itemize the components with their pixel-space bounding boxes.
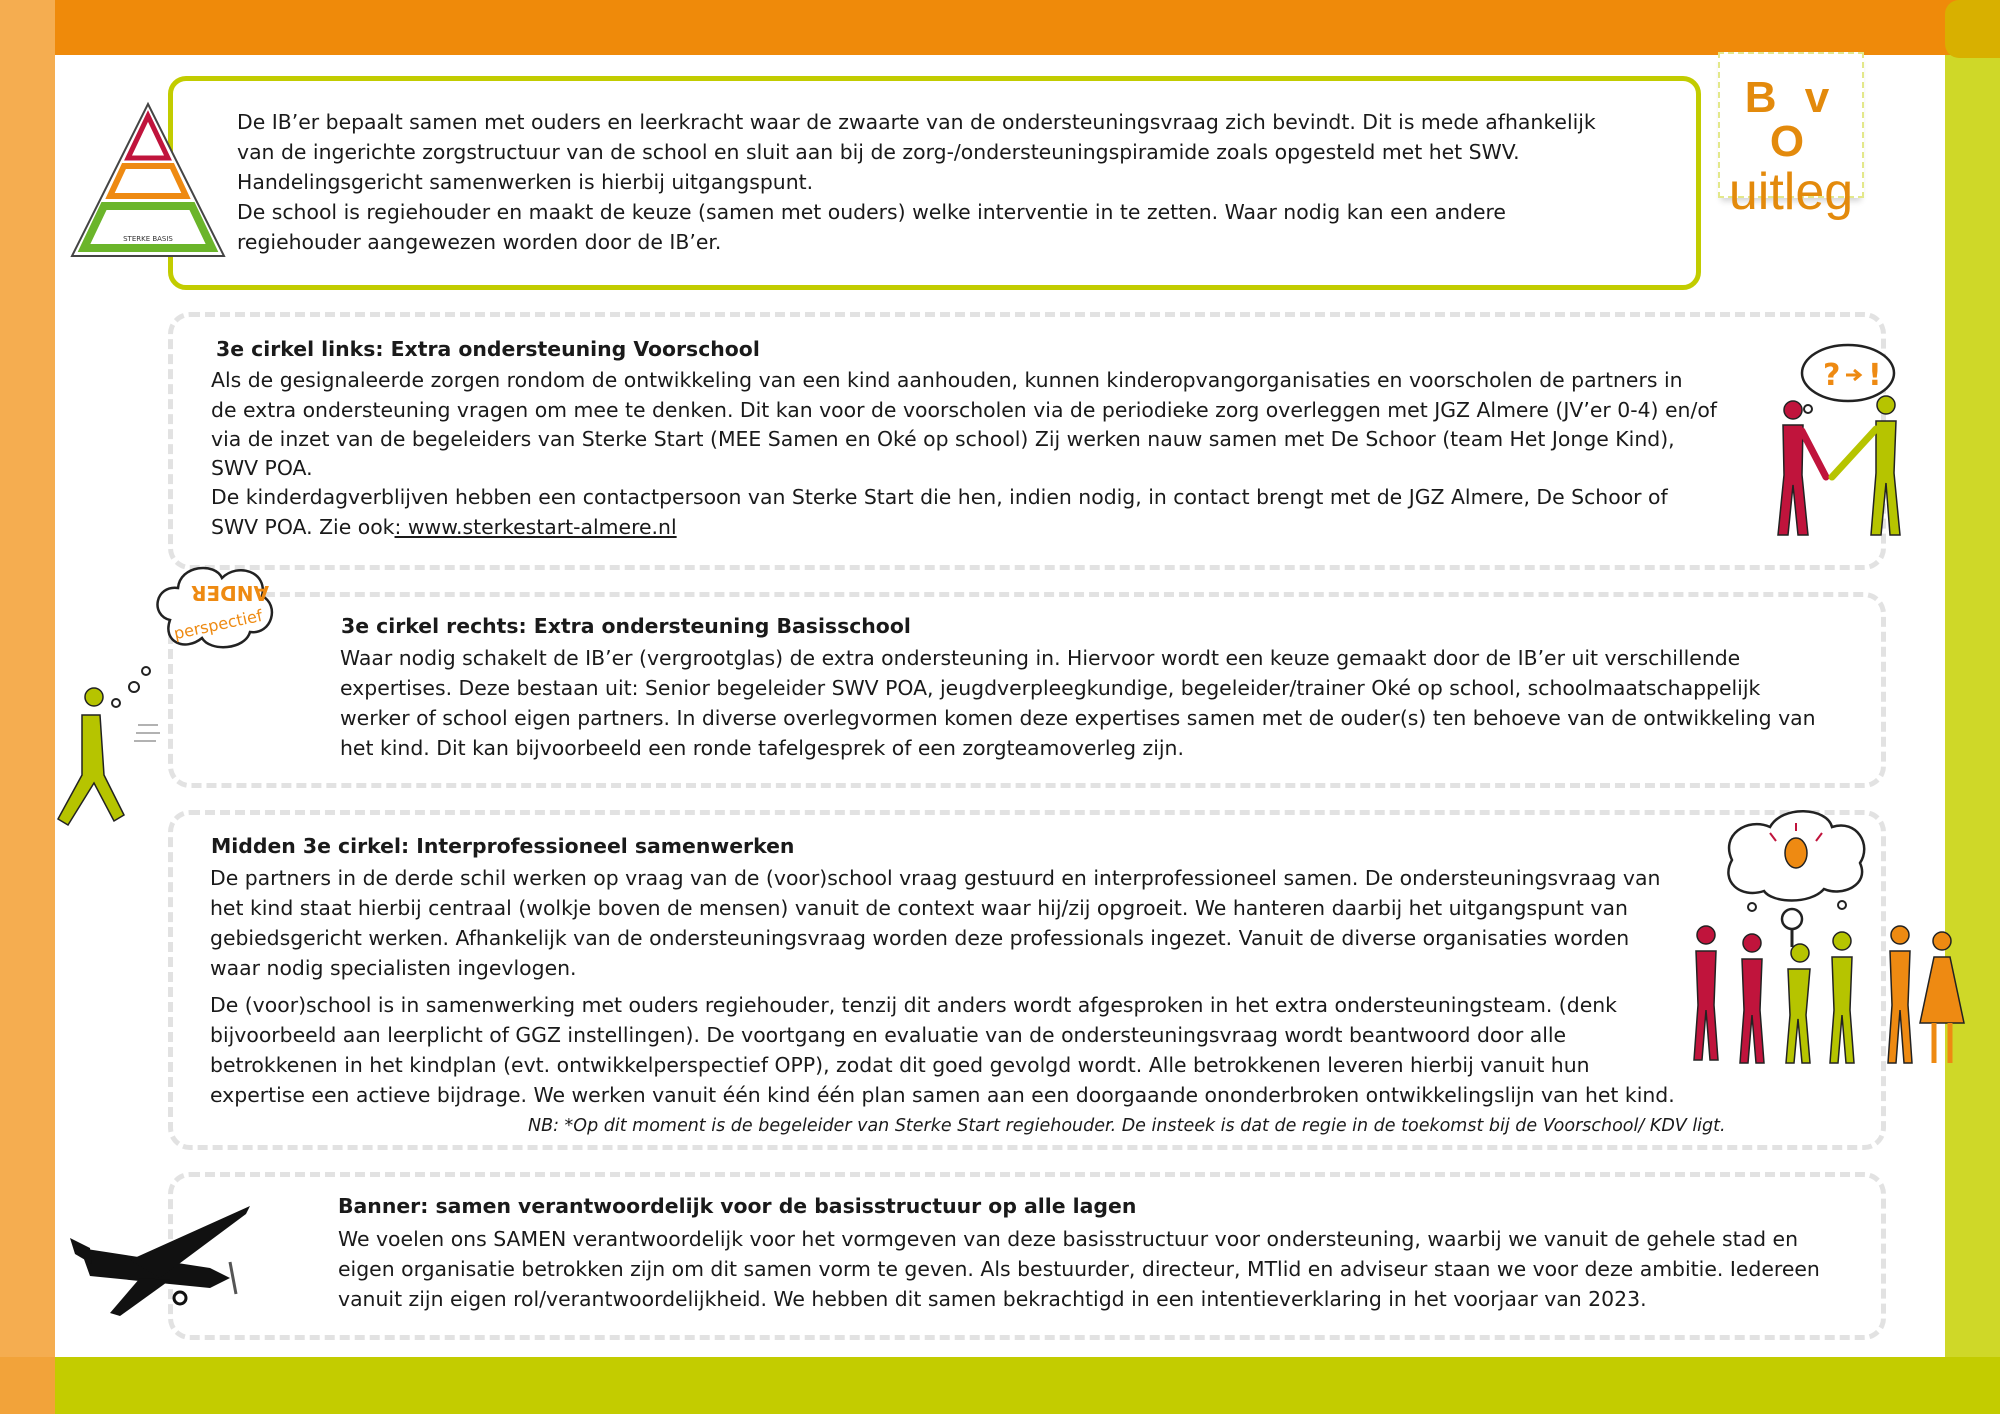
section-line: waar nodig specialisten ingevlogen. — [210, 956, 577, 980]
section-line: het kind staat hierbij centraal (wolkje boven de mensen) vanuit de context waar hij/zij opgroeit. We hanteren daarbij het uitgangspunt van — [210, 896, 1628, 920]
intro-line: regiehouder aangewezen worden door de IB’er. — [237, 230, 722, 254]
section-line: expertise een actieve bijdrage. We werken vanuit één kind één plan samen aan een doorgaande ononderbroken ontwikkelingslijn van het kind. — [210, 1083, 1675, 1107]
section-line: De (voor)school is in samenwerking met ouders regiehouder, tenzij dit anders wordt afgesproken in het extra ondersteuningsteam. (denk — [210, 993, 1617, 1017]
section-line-prefix: SWV POA. Zie ook — [211, 515, 395, 539]
section-line: expertises. Deze bestaan uit: Senior begeleider SWV POA, jeugdverpleegkundige, begeleider/trainer Oké op school, schoolmaatschappelijk — [340, 676, 1761, 700]
cloud-text-ander: ANDER — [191, 581, 269, 605]
frame-top-bar — [0, 0, 2000, 55]
logo-line-1: B v O — [1744, 73, 1838, 166]
section-line: betrokkenen in het kindplan (evt. ontwikkelperspectief OPP), zodat dit goed gevolgd wordt. Alle betrokkenen leveren hierbij vanuit hun — [210, 1053, 1590, 1077]
section-line: Waar nodig schakelt de IB’er (vergrootglas) de extra ondersteuning in. Hiervoor wordt een keuze gemaakt door de IB’er uit verschillende — [340, 646, 1741, 670]
section-line — [211, 512, 677, 542]
logo-line-2: uitleg — [1728, 163, 1854, 221]
frame-corner — [0, 1357, 55, 1414]
intro-line: De IB’er bepaalt samen met ouders en leerkracht waar de zwaarte van de ondersteuningsvraag zich bevindt. Dit is mede afhankelijk — [237, 110, 1596, 134]
section-line: het kind. Dit kan bijvoorbeeld een ronde tafelgesprek of een zorgteamoverleg zijn. — [340, 736, 1184, 760]
footnote: NB: *Op dit moment is de begeleider van Sterke Start regiehouder. De insteek is dat de regie in de toekomst bij de Voorschool/ KDV ligt. — [528, 1116, 1726, 1136]
section-line: eigen organisatie betrokken zijn om dit samen vorm te geven. Als bestuurder, directeur, MTlid en adviseur staan we voor deze ambitie. Iedereen — [338, 1257, 1820, 1281]
team-figures-icon — [1692, 805, 1972, 1075]
intro-line: van de ingerichte zorgstructuur van de school en sluit aan bij de zorg-/ondersteuningspiramide zoals opgesteld met het SWV. — [237, 140, 1520, 164]
support-pyramid-icon — [68, 100, 228, 260]
thought-cloud-icon — [150, 560, 280, 670]
frame-right-bar — [1945, 55, 2000, 1414]
frame-bottom-bar — [0, 1357, 2000, 1414]
section-line: de extra ondersteuning vragen om mee te denken. Dit kan voor de voorscholen via de periodieke zorg overleggen met JGZ Almere (JV’er 0-4) en/of — [211, 398, 1717, 422]
section-line: werker of school eigen partners. In diverse overlegvormen komen deze expertises samen met de ouder(s) ten behoeve van de ontwikkeling van — [340, 706, 1816, 730]
bvo-logo — [1718, 52, 1864, 221]
svg-text:?: ? — [1823, 358, 1841, 393]
section-title: 3e cirkel links: Extra ondersteuning Voorschool — [216, 337, 760, 361]
section-line: via de inzet van de begeleiders van Sterke Start (MEE Samen en Oké op school) Zij werken nauw samen met De Schoor (team Het Jonge Kind), — [211, 427, 1675, 451]
sterkestart-link[interactable]: : www.sterkestart-almere.nl — [394, 515, 677, 539]
section-line: vanuit zijn eigen rol/verantwoordelijkheid. We hebben dit samen bekrachtigd in een intentieverklaring in het voorjaar van 2023. — [338, 1287, 1647, 1311]
section-line: gebiedsgericht werken. Afhankelijk van de ondersteuningsvraag worden deze professionals ingezet. Vanuit de diverse organisaties worden — [210, 926, 1630, 950]
section-line: We voelen ons SAMEN verantwoordelijk voor het vormgeven van deze basisstructuur voor ondersteuning, waarbij we vanuit de gehele stad en — [338, 1227, 1799, 1251]
airplane-icon — [70, 1198, 250, 1318]
handshake-figures-icon — [1768, 335, 1918, 545]
section-line: De kinderdagverblijven hebben een contactpersoon van Sterke Start die hen, indien nodig, in contact brengt met de JGZ Almere, De Schoor of — [211, 485, 1668, 509]
section-title: Midden 3e cirkel: Interprofessioneel samenwerken — [211, 834, 795, 858]
intro-line: Handelingsgericht samenwerken is hierbij uitgangspunt. — [237, 170, 814, 194]
section-line: Als de gesignaleerde zorgen rondom de ontwikkeling van een kind aanhouden, kunnen kinderopvangorganisaties en voorscholen de partners in — [211, 368, 1683, 392]
section-line: De partners in de derde schil werken op vraag van de (voor)school vraag gestuurd en interprofessioneel samen. De ondersteuningsvraag van — [210, 866, 1661, 890]
svg-text:!: ! — [1868, 358, 1882, 393]
section-line: bijvoorbeeld aan leerplicht of GGZ instellingen). De voortgang en evaluatie van de ondersteuningsvraag wordt beantwoord door alle — [210, 1023, 1567, 1047]
frame-corner — [1945, 0, 2000, 58]
section-title: Banner: samen verantwoordelijk voor de basisstructuur op alle lagen — [338, 1194, 1137, 1218]
intro-line: De school is regiehouder en maakt de keuze (samen met ouders) welke interventie in te zetten. Waar nodig kan een andere — [237, 200, 1506, 224]
cloud-text-perspectief: perspectief — [172, 605, 265, 644]
section-line: SWV POA. — [211, 456, 313, 480]
section-title: 3e cirkel rechts: Extra ondersteuning Basisschool — [341, 614, 911, 638]
walking-figure-icon — [38, 665, 178, 840]
pyramid-base-label: STERKE BASIS — [123, 235, 173, 243]
